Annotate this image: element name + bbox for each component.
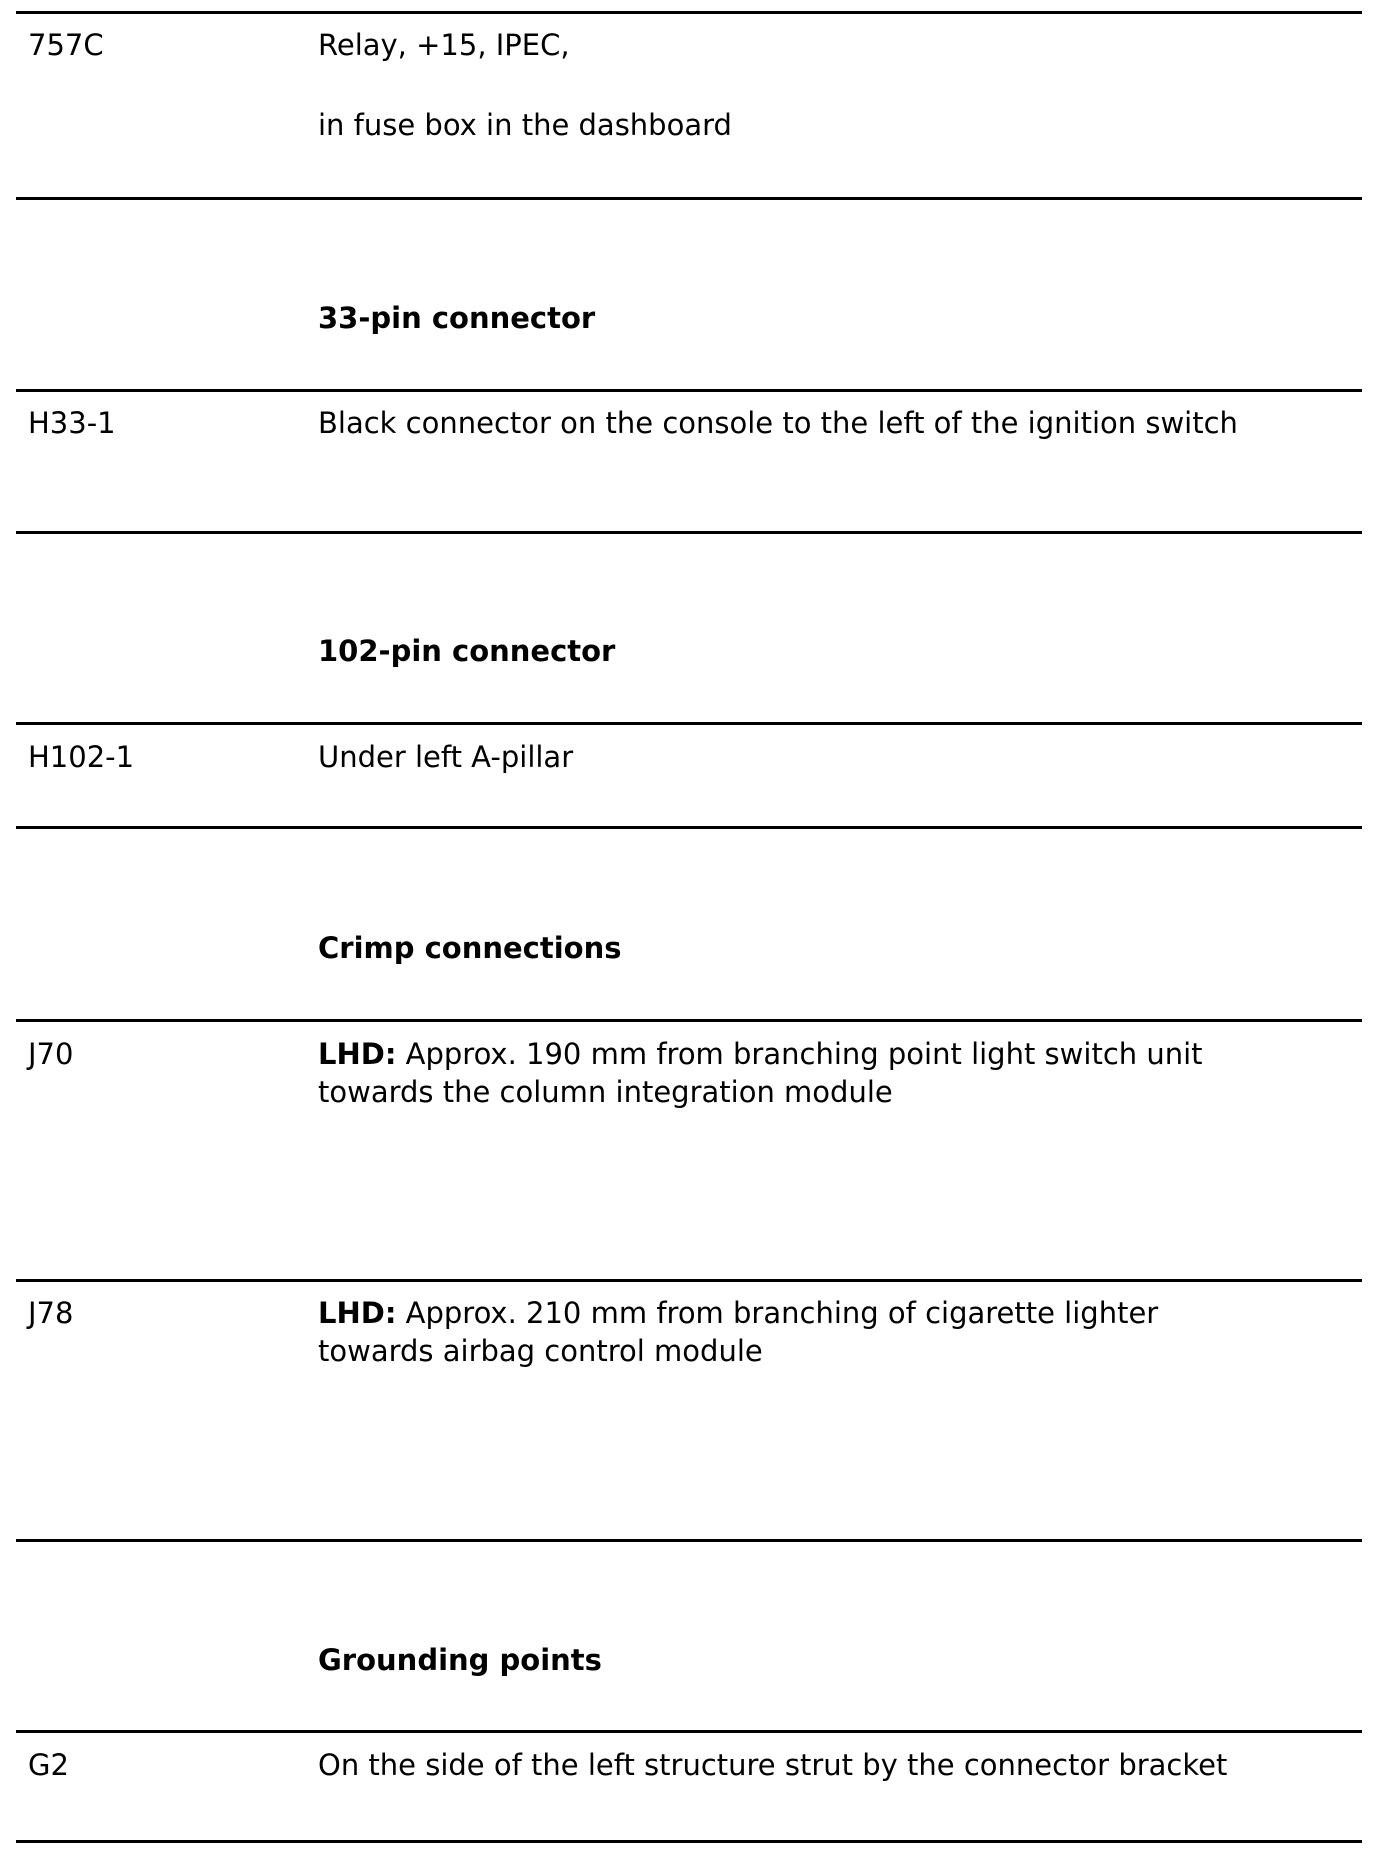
component-description (318, 1035, 1248, 1111)
component-description: Black connector on the console to the left of the ignition switch (318, 406, 1238, 440)
divider (16, 389, 1362, 392)
section-heading-102-pin: 102-pin connector (318, 634, 616, 668)
section-heading-grounding-points: Grounding points (318, 1643, 602, 1677)
component-description (318, 1294, 1248, 1370)
component-description: On the side of the left structure strut by the connector bracket (318, 1748, 1228, 1782)
description-text: Approx. 190 mm from branching point light switch unit towards the column integration module (318, 1037, 1203, 1109)
description-text: Approx. 210 mm from branching of cigarette lighter towards airbag control module (318, 1296, 1159, 1368)
component-code: J70 (28, 1037, 74, 1071)
section-heading-33-pin: 33-pin connector (318, 301, 596, 335)
divider (16, 197, 1362, 200)
divider (16, 1840, 1362, 1843)
component-code: G2 (28, 1748, 69, 1782)
component-code: J78 (28, 1296, 74, 1330)
component-code: 757C (28, 28, 104, 62)
divider (16, 531, 1362, 534)
component-code: H102-1 (28, 740, 135, 774)
section-heading-crimp-connections: Crimp connections (318, 931, 622, 965)
divider (16, 826, 1362, 829)
divider (16, 1539, 1362, 1542)
component-description: Under left A-pillar (318, 740, 574, 774)
component-code: H33-1 (28, 406, 116, 440)
component-description: Relay, +15, IPEC, (318, 28, 570, 62)
divider (16, 11, 1362, 14)
drive-side-label: LHD: (318, 1037, 397, 1071)
divider (16, 1279, 1362, 1282)
drive-side-label: LHD: (318, 1296, 397, 1330)
divider (16, 722, 1362, 725)
component-description-location: in fuse box in the dashboard (318, 108, 732, 142)
divider (16, 1019, 1362, 1022)
divider (16, 1730, 1362, 1733)
